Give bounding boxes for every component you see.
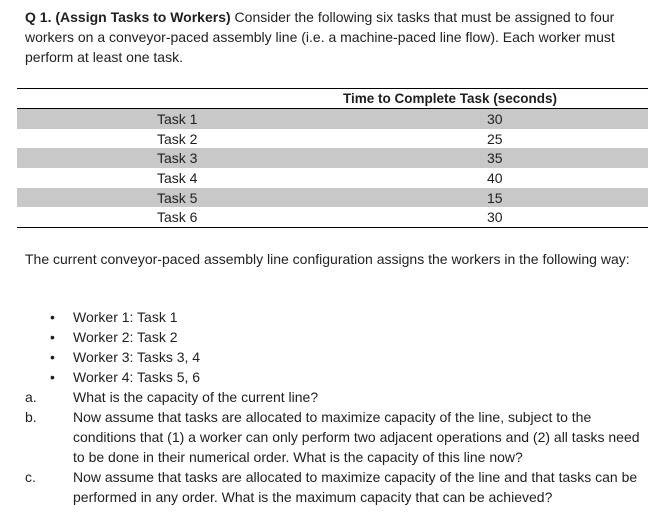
task-name: Task 4 — [157, 170, 198, 187]
question-label: a. — [25, 389, 37, 405]
task-name: Task 6 — [157, 209, 198, 226]
question-text: What is the capacity of the current line? — [73, 389, 319, 405]
table-row — [17, 207, 648, 227]
task-name: Task 1 — [157, 111, 198, 127]
bullet-icon: • — [50, 369, 55, 385]
question-intro — [25, 7, 655, 67]
task-time: 40 — [487, 170, 503, 187]
list-item — [25, 387, 655, 407]
worker-assignment: Worker 1: Task 1 — [73, 309, 178, 325]
task-time: 30 — [487, 111, 503, 127]
task-name: Task 3 — [157, 150, 198, 167]
table-row — [17, 148, 648, 168]
task-time: 35 — [487, 150, 503, 167]
question-intro-text: Consider the following six tasks that must be assigned to four workers on a conveyor-paced assembly line (i.e. a machine-paced line flow). Each worker must perform at least one task. — [25, 9, 615, 65]
worker-assignment: Worker 3: Tasks 3, 4 — [73, 349, 201, 365]
task-time-table — [17, 88, 648, 228]
list-item — [25, 407, 655, 467]
bullet-icon: • — [50, 309, 55, 325]
bullet-icon: • — [50, 329, 55, 345]
table-row — [17, 109, 648, 129]
table-row — [17, 168, 648, 188]
task-name: Task 5 — [157, 189, 198, 206]
worker-assignment: Worker 2: Task 2 — [73, 329, 178, 345]
question-label: b. — [25, 409, 37, 425]
list-item — [25, 467, 655, 507]
question-label: c. — [25, 469, 36, 485]
question-title: Q 1. (Assign Tasks to Workers) — [25, 9, 231, 25]
table-row — [17, 188, 648, 208]
table-row — [17, 129, 648, 149]
configuration-paragraph: The current conveyor-paced assembly line configuration assigns the workers in the following way: — [25, 251, 630, 267]
question-text: Now assume that tasks are allocated to maximize capacity of the line, subject to the conditions that (1) a worker can only perform two adjacent operations and (2) all tasks need to be done in their numerical order. What is the capacity of this line now? — [73, 409, 640, 465]
sub-question-list — [25, 387, 655, 507]
task-time: 25 — [487, 130, 503, 147]
task-time: 30 — [487, 209, 503, 226]
task-name: Task 2 — [157, 130, 198, 147]
time-column-header: Time to Complete Task (seconds) — [343, 91, 558, 106]
task-time: 15 — [487, 189, 503, 206]
table-header-row — [17, 89, 648, 109]
question-text: Now assume that tasks are allocated to maximize capacity of the line and that tasks can be performed in any order. What is the maximum capacity that can be achieved? — [73, 469, 638, 505]
bullet-icon: • — [50, 349, 55, 365]
worker-assignment: Worker 4: Tasks 5, 6 — [73, 369, 201, 385]
